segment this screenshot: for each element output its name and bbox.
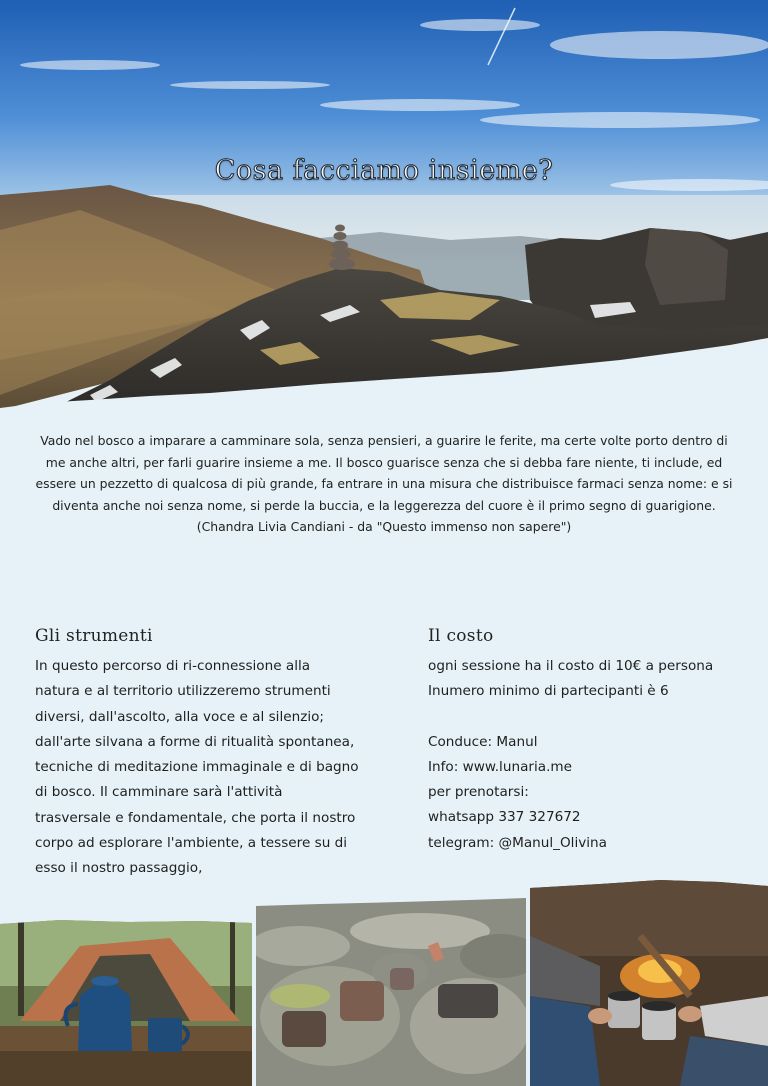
conduce: Conduce: Manul (428, 733, 538, 750)
strumenti-body (35, 654, 390, 882)
photo-collage (0, 876, 768, 1086)
info-website: Info: www.lunaria.me (428, 758, 573, 775)
strumenti-section (35, 626, 390, 882)
mountain-landscape-image (0, 0, 768, 420)
strumenti-line: esso il nostro passaggio, (35, 860, 203, 877)
costo-body (428, 654, 748, 856)
decorated-stones-photo (250, 896, 540, 1086)
campfire-cups-photo (530, 876, 768, 1086)
quote-text: Vado nel bosco a imparare a camminare sola, senza pensieri, a guarire le ferite, ma certe volte porto dentro di me anche altri, per farli guarire insieme a me. Il bosco guarisce senza che si debba fare niente, ti include, ed essere un pezzetto di qualcosa di più grande, fa entrare in una misura che distribuisce farmaci senza nome: e si diventa anche noi senza nome, si perde la buccia, e la leggerezza del cuore è il primo segno di guarigione. (35, 433, 733, 513)
telegram-contact: telegram: @Manul_Olivina (428, 834, 608, 851)
quote-block (34, 430, 734, 538)
prenotarsi-label: per prenotarsi: (428, 784, 529, 801)
strumenti-line: dall'arte silvana a forme di ritualità spontanea, (35, 733, 355, 750)
whatsapp-contact: whatsapp 337 327672 (428, 809, 581, 826)
strumenti-line: tecniche di meditazione immaginale e di bagno (35, 759, 359, 776)
session-cost: ogni sessione ha il costo di 10€ a persona (428, 658, 714, 674)
strumenti-line: natura e al territorio utilizzeremo strumenti (35, 683, 331, 700)
strumenti-line: diversi, dall'ascolto, alla voce e al silenzio; (35, 708, 325, 725)
strumenti-line: di bosco. Il camminare sarà l'attività (35, 784, 283, 801)
quote-attribution: (Chandra Livia Candiani - da "Questo immenso non sapere") (196, 519, 572, 534)
costo-section (428, 626, 748, 856)
tent-teapot-photo (0, 916, 252, 1086)
costo-heading: Il costo (428, 626, 494, 646)
strumenti-line: trasversale e fondamentale, che porta il nostro (35, 809, 356, 826)
photo-strip (0, 876, 768, 1086)
hero-photo (0, 0, 768, 420)
min-participants: Inumero minimo di partecipanti è 6 (428, 683, 669, 700)
strumenti-line: In questo percorso di ri-connessione alla (35, 658, 311, 674)
strumenti-line: corpo ad esplorare l'ambiente, a tessere su di (35, 835, 348, 852)
strumenti-heading: Gli strumenti (35, 626, 153, 646)
page-title: Cosa facciamo insieme? (214, 155, 554, 186)
